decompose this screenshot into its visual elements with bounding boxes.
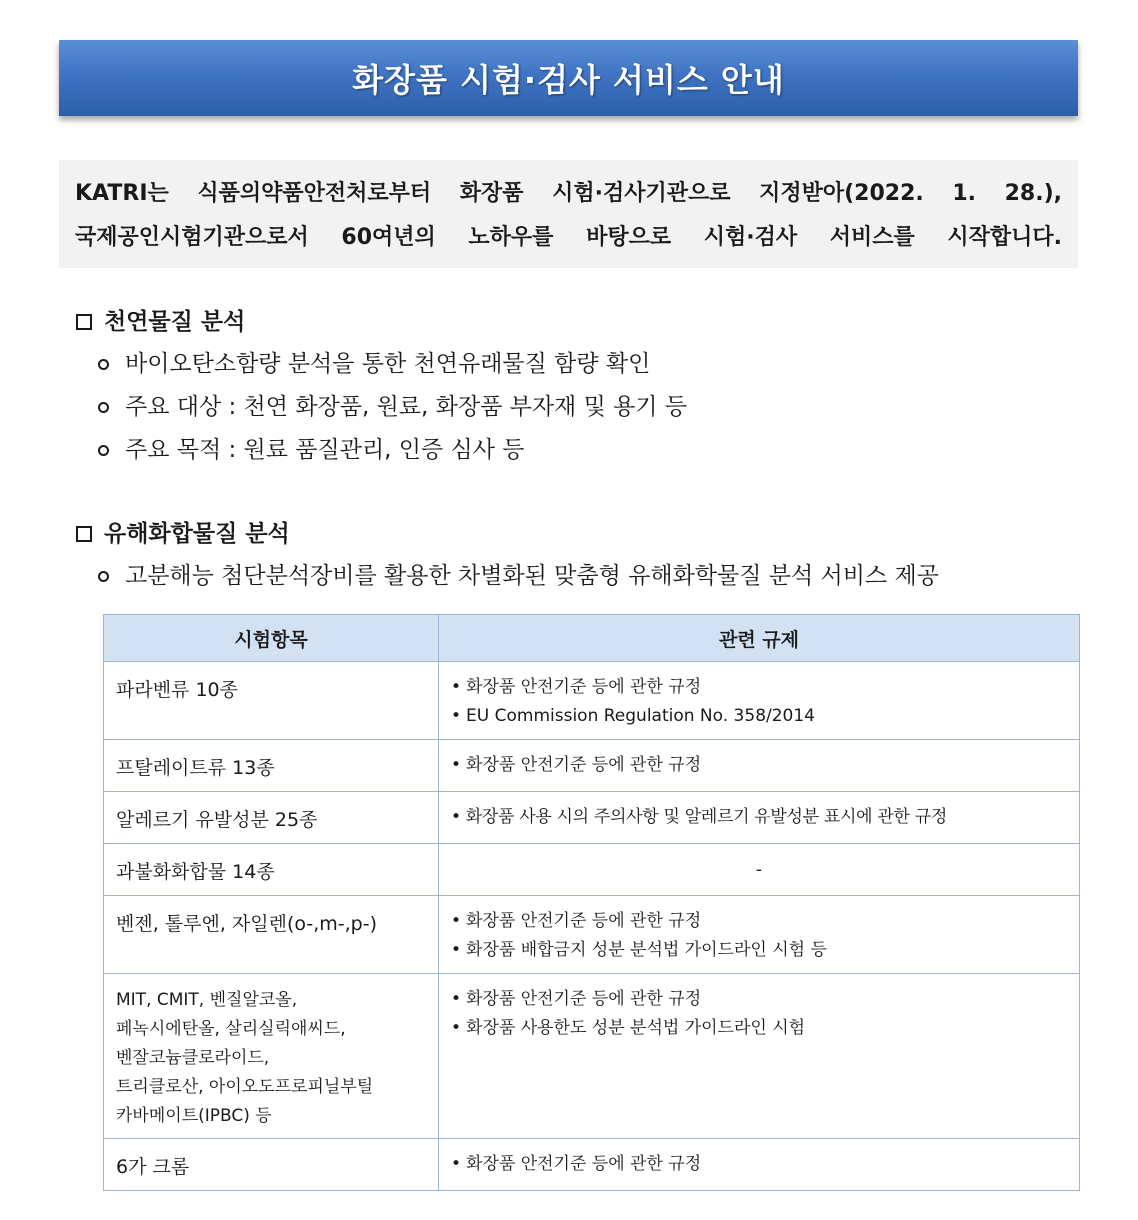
regulation-cell xyxy=(439,1139,1080,1191)
table-row xyxy=(104,792,1080,844)
list-item: 고분해능 첨단분석장비를 활용한 차별화된 맞춤형 유해화학물질 분석 서비스 제공 xyxy=(76,555,939,598)
list-item: 주요 대상 : 천연 화장품, 원료, 화장품 부자재 및 용기 등 xyxy=(76,386,687,429)
column-header-item: 시험항목 xyxy=(104,615,439,662)
regulation-line: • 화장품 안전기준 등에 관한 규정 xyxy=(451,755,702,775)
circle-bullet-icon xyxy=(98,402,109,413)
table-header-row xyxy=(104,615,1080,662)
section-title-text: 유해화합물질 분석 xyxy=(104,521,290,547)
section-title-text: 천연물질 분석 xyxy=(104,309,246,335)
circle-bullet-icon xyxy=(98,445,109,456)
section-natural xyxy=(76,306,687,472)
regulation-line: • 화장품 사용 시의 주의사항 및 알레르기 유발성분 표시에 관한 규정 xyxy=(451,807,947,827)
test-item-cell: 파라벤류 10종 xyxy=(104,662,439,740)
regulation-line: • EU Commission Regulation No. 358/2014 xyxy=(451,706,815,726)
regulation-line: • 화장품 배합금지 성분 분석법 가이드라인 시험 등 xyxy=(451,940,827,960)
table-row xyxy=(104,844,1080,896)
regulation-line: • 화장품 안전기준 등에 관한 규정 xyxy=(451,989,702,1009)
regulation-cell xyxy=(439,662,1080,740)
section-title xyxy=(76,306,687,338)
test-item-cell: MIT, CMIT, 벤질알코올, 페녹시에탄올, 살리실릭애씨드, 벤잘코늄클로라이드, 트리클로산, 아이오도프로피닐부틸 카바메이트(IPBC) 등 xyxy=(104,974,439,1139)
test-item-cell: 프탈레이트류 13종 xyxy=(104,740,439,792)
table-row xyxy=(104,896,1080,974)
regulation-table xyxy=(103,614,1080,1191)
checkbox-square-icon xyxy=(76,526,92,542)
list-item: 주요 목적 : 원료 품질관리, 인증 심사 등 xyxy=(76,429,687,472)
regulation-line: • 화장품 안전기준 등에 관한 규정 xyxy=(451,1154,702,1174)
bullet-list xyxy=(76,343,687,472)
table-row xyxy=(104,740,1080,792)
regulation-cell: - xyxy=(439,844,1080,896)
regulation-cell xyxy=(439,896,1080,974)
page-title: 화장품 시험·검사 서비스 안내 xyxy=(352,61,785,99)
table-row xyxy=(104,662,1080,740)
circle-bullet-icon xyxy=(98,359,109,370)
regulation-cell xyxy=(439,974,1080,1139)
regulation-cell xyxy=(439,740,1080,792)
column-header-regulation: 관련 규제 xyxy=(439,615,1080,662)
test-item-cell: 알레르기 유발성분 25종 xyxy=(104,792,439,844)
test-item-cell: 과불화화합물 14종 xyxy=(104,844,439,896)
test-item-cell: 벤젠, 톨루엔, 자일렌(o-,m-,p-) xyxy=(104,896,439,974)
list-item: 바이오탄소함량 분석을 통한 천연유래물질 함량 확인 xyxy=(76,343,687,386)
checkbox-square-icon xyxy=(76,314,92,330)
regulation-line: • 화장품 사용한도 성분 분석법 가이드라인 시험 xyxy=(451,1018,806,1038)
intro-line-2: 국제공인시험기관으로서 60여년의 노하우를 바탕으로 시험·검사 서비스를 시작합니다. xyxy=(75,225,1062,250)
regulation-cell xyxy=(439,792,1080,844)
circle-bullet-icon xyxy=(98,571,109,582)
table-row xyxy=(104,974,1080,1139)
bullet-list xyxy=(76,555,939,598)
intro-box xyxy=(59,160,1078,268)
regulation-line: • 화장품 안전기준 등에 관한 규정 xyxy=(451,677,702,697)
title-banner xyxy=(59,40,1078,116)
section-hazardous xyxy=(76,518,939,598)
intro-line-1: KATRI는 식품의약품안전처로부터 화장품 시험·검사기관으로 지정받아(2022. 1. 28.), xyxy=(75,181,1062,206)
test-item-cell: 6가 크롬 xyxy=(104,1139,439,1191)
regulation-line: • 화장품 안전기준 등에 관한 규정 xyxy=(451,911,702,931)
section-title xyxy=(76,518,939,550)
table-row xyxy=(104,1139,1080,1191)
